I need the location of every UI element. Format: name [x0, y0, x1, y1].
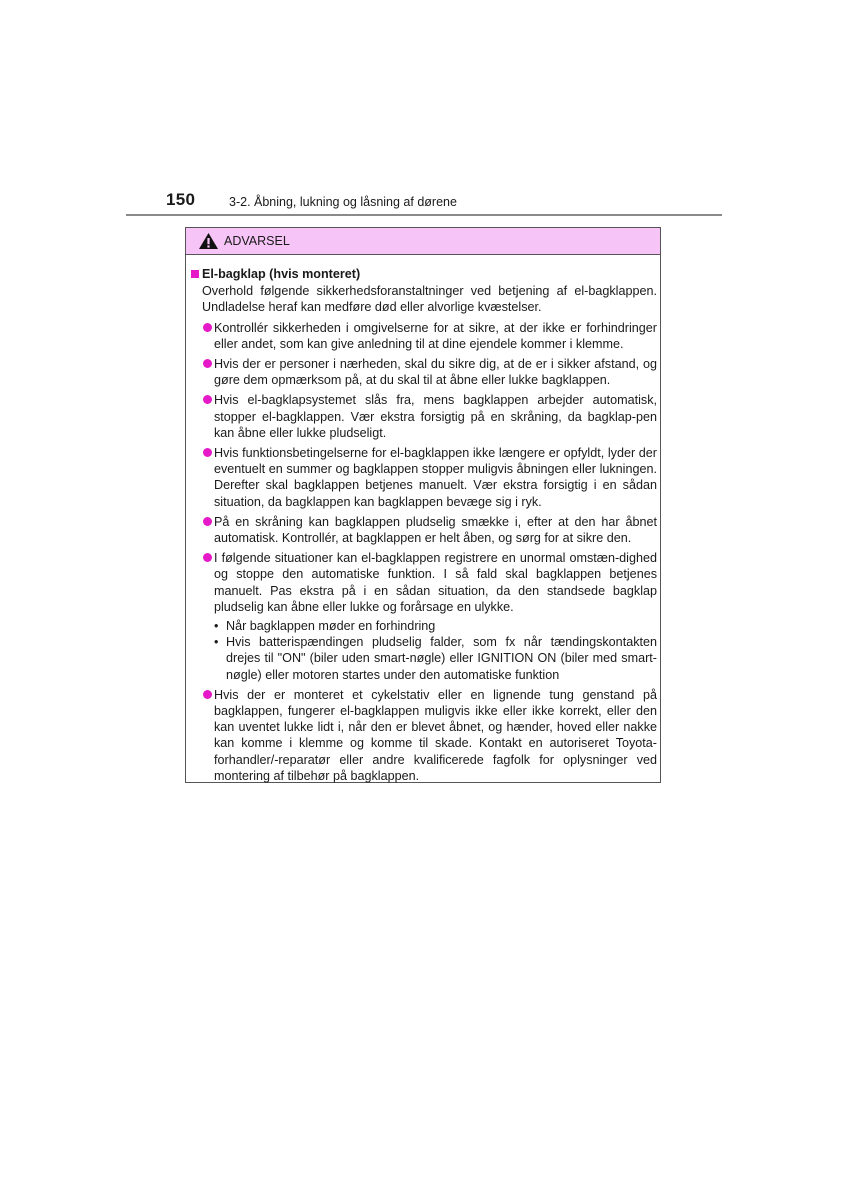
section-heading: [191, 266, 657, 282]
list-item-text: På en skråning kan bagklappen pludselig smække i, efter at den har åbnet automatisk. Kontrollér, at bagklappen er helt åben, og sørg for at sikre den.: [214, 514, 657, 546]
sub-list-item-text: Hvis batterispændingen pludselig falder, som fx når tændingskontakten drejes til "ON" (biler uden smart-nøgle) eller IGNITION ON (biler med smart-nøgle) eller motoren startes under den automatiske funktion: [226, 635, 657, 682]
list-item-text: Hvis funktionsbetingelserne for el-bagklappen ikke længere er opfyldt, lyder der eventuelt en summer og bagklappen stopper muligvis åbningen eller lukningen. Derefter skal bagklappen betjenes manuelt. Vær ekstra forsigtig i en sådan situation, da bagklappen kan bagklappen bevæge sig i ryk.: [214, 446, 657, 509]
circle-bullet-icon: [203, 690, 212, 699]
list-item: [191, 687, 657, 784]
sub-list-item-text: Når bagklappen møder en forhindring: [226, 619, 436, 634]
list-item: [191, 514, 657, 546]
circle-bullet-icon: [203, 323, 212, 332]
warning-content: [191, 266, 657, 784]
page-header: [126, 188, 722, 218]
circle-bullet-icon: [203, 553, 212, 562]
circle-bullet-icon: [203, 359, 212, 368]
list-item: [191, 320, 657, 352]
list-item-text: Kontrollér sikkerheden i omgivelserne for at sikre, at der ikke er forhindringer eller andet, som kan give anledning til at dine ejendele kommer i klemme.: [214, 320, 657, 351]
warning-label: ADVARSEL: [224, 234, 290, 248]
section-heading-text: El-bagklap (hvis monteret): [202, 267, 361, 281]
list-item: [191, 550, 657, 615]
list-item-text: Hvis der er monteret et cykelstativ eller en lignende tung genstand på bagklappen, fungerer el-bagklappen muligvis ikke eller ikke korrekt, eller den kan uventet lukke lidt i, når den er blevet åbnet, og hænder, hoved eller nakke kan komme i klemme og komme til skade. Kontakt en autoriseret Toyota-forhandler/-reparatør eller andre kvalificerede fagfolk for oplysninger ved montering af tilbehør på bagklappen.: [214, 687, 657, 783]
warning-box: [185, 227, 661, 783]
list-item: [191, 445, 657, 510]
sub-list-item: [191, 634, 657, 683]
dot-bullet-icon: •: [214, 635, 219, 650]
sub-list-item: [191, 618, 657, 634]
square-bullet-icon: [191, 270, 199, 278]
list-item-text: Hvis el-bagklapsystemet slås fra, mens bagklappen arbejder automatisk, stopper el-bagklappen. Vær ekstra forsigtig på en skråning, da bagklap-pen kan åbne eller lukke pludseligt.: [214, 393, 657, 440]
header-divider: [126, 214, 722, 216]
list-item-text: Hvis der er personer i nærheden, skal du sikre dig, at de er i sikker afstand, og gøre dem opmærksom på, at du skal til at åbne eller lukke bagklappen.: [214, 357, 657, 388]
list-item: [191, 356, 657, 388]
warning-header: [186, 228, 660, 255]
page-number: 150: [166, 190, 196, 209]
circle-bullet-icon: [203, 395, 212, 404]
intro-text: Overhold følgende sikkerhedsforanstaltninger ved betjening af el-bagklappen. Undladelse heraf kan medføre død eller alvorlige kvæstelser.: [202, 284, 657, 315]
warning-triangle-icon: [198, 232, 219, 250]
circle-bullet-icon: [203, 448, 212, 457]
list-item: [191, 392, 657, 441]
list-item-text: I følgende situationer kan el-bagklappen registrere en unormal omstæn-dighed og stoppe den automatiske funktion. I så fald skal bagklappen betjenes manuelt. Pas ekstra på i en sådan situation, da den standsede bagklap pludselig kan åbne eller lukke og forårsage en ulykke.: [214, 551, 657, 614]
dot-bullet-icon: •: [214, 619, 219, 634]
circle-bullet-icon: [203, 517, 212, 526]
section-title: 3-2. Åbning, lukning og låsning af dørene: [229, 195, 457, 209]
